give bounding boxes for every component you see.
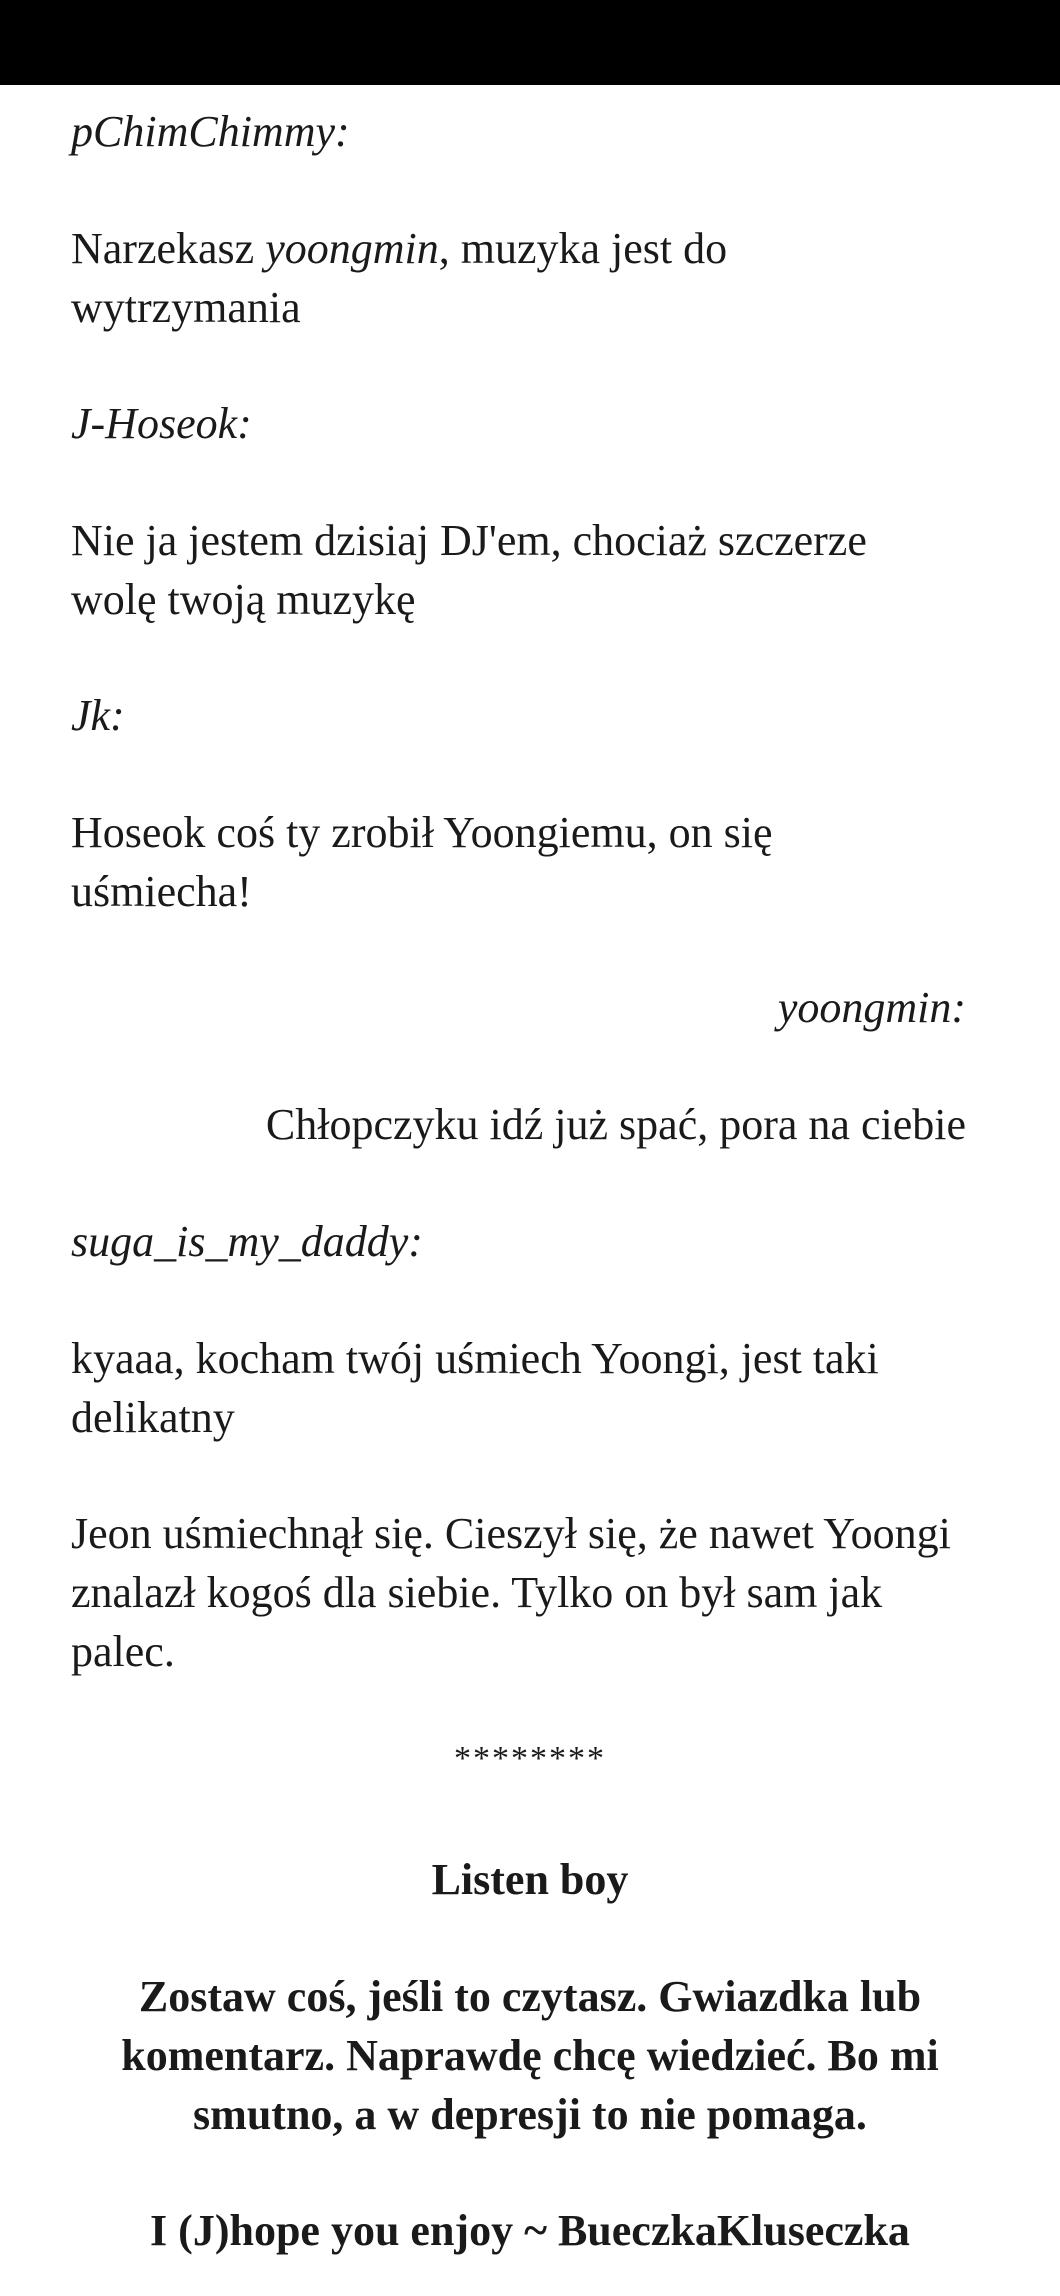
chat-author: J-Hoseok: xyxy=(71,399,252,448)
status-bar xyxy=(0,0,1060,85)
chat-message: Chłopczyku idź już spać, pora na ciebie xyxy=(265,1100,966,1149)
chat-message: Nie ja jestem dzisiaj DJ'em, chociaż szczerze wolę twoją muzykę xyxy=(71,516,867,624)
author-note-signoff: I (J)hope you enjoy ~ BueczkaKluseczka xyxy=(150,2206,910,2255)
chat-author: Jk: xyxy=(71,691,125,740)
chat-author: suga_is_my_daddy: xyxy=(71,1217,423,1266)
chat-message: Hoseok coś ty zrobił Yoongiemu, on się uśmiecha! xyxy=(71,808,773,916)
narration-paragraph: Jeon uśmiechnął się. Cieszył się, że nawet Yoongi znalazł kogoś dla siebie. Tylko on był sam jak palec. xyxy=(71,1509,951,1676)
chat-author: yoongmin: xyxy=(777,983,966,1032)
section-separator: ******** xyxy=(454,1740,606,1777)
chat-message: kyaaa, kocham twój uśmiech Yoongi, jest taki delikatny xyxy=(71,1334,879,1442)
author-note-request: Zostaw coś, jeśli to czytasz. Gwiazdka lub komentarz. Naprawdę chcę wiedzieć. Bo mi smutno, a w depresji to nie pomaga. xyxy=(121,1972,939,2139)
author-note-title: Listen boy xyxy=(431,1855,629,1904)
chat-message: Narzekasz yoongmin, muzyka jest do wytrzymania xyxy=(71,224,728,332)
chat-author: pChimChimmy: xyxy=(71,107,350,156)
